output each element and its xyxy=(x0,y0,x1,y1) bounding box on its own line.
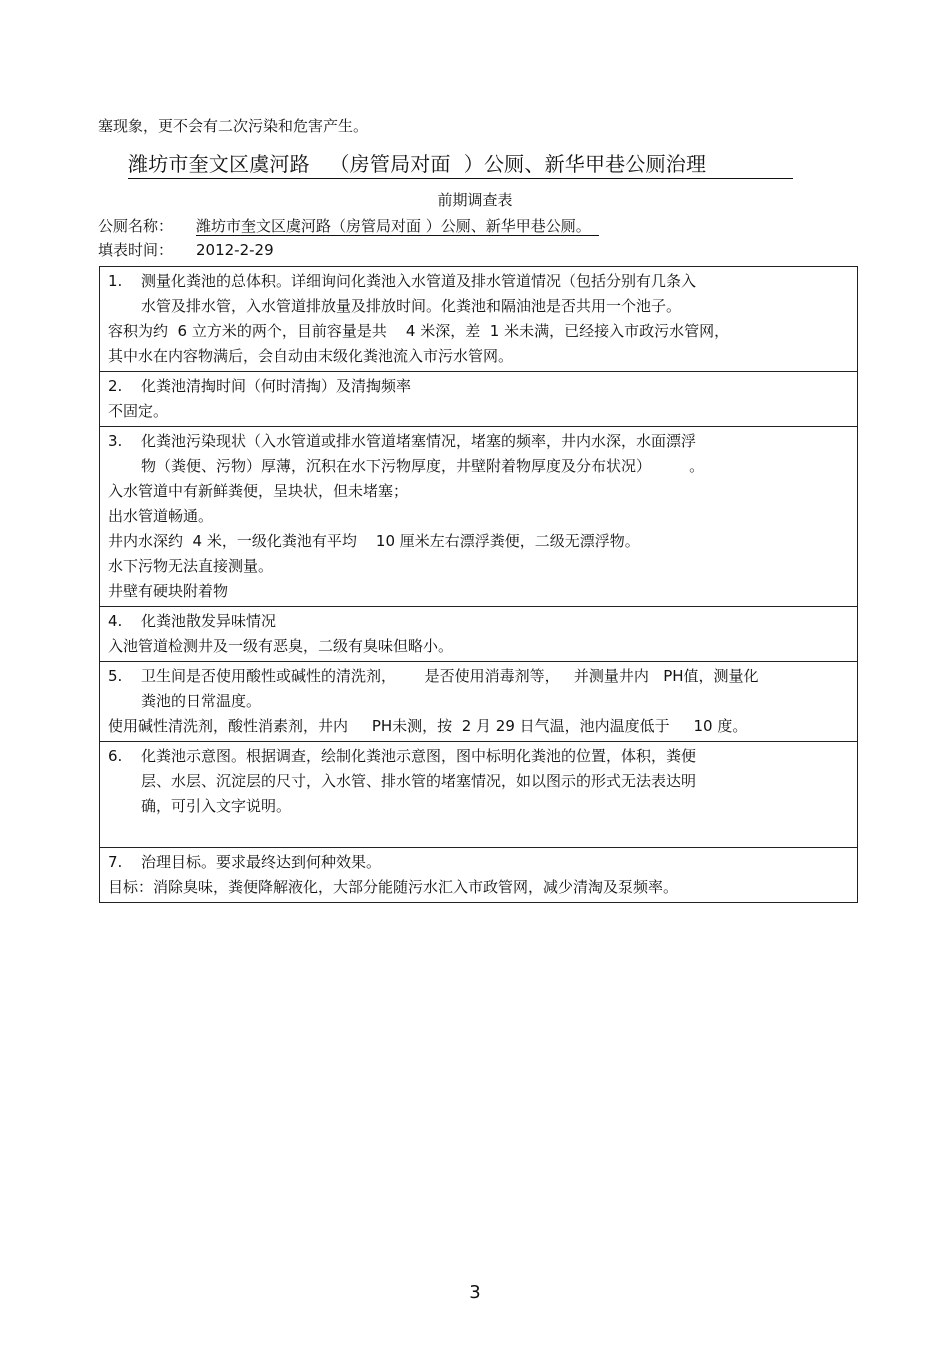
answer-line: 不固定。 xyxy=(108,402,169,420)
survey-cell xyxy=(100,662,858,742)
table-subtitle: 前期调查表 xyxy=(437,191,513,209)
survey-cell xyxy=(100,372,858,427)
page-number: 3 xyxy=(469,1282,481,1303)
question-text: 化粪池示意图。根据调查，绘制化粪池示意图，图中标明化粪池的位置，体积，粪便 xyxy=(141,747,697,765)
toilet-name-value: 潍坊市奎文区虞河路（房管局对面 ）公厕、新华甲巷公厕。 xyxy=(196,217,599,236)
fill-date-row xyxy=(98,240,274,260)
question-line xyxy=(108,374,849,399)
survey-section-7 xyxy=(100,848,858,903)
diagram-blank-area xyxy=(108,819,849,845)
survey-cell xyxy=(100,267,858,372)
survey-section-1 xyxy=(100,267,858,372)
survey-section-6 xyxy=(100,742,858,848)
section-number: 3. xyxy=(108,432,123,450)
answer-line: 容积为约 6 立方米的两个，目前容量是共 4 米深，差 1 米未满，已经接入市政污水管网， xyxy=(108,322,730,340)
section-number: 2. xyxy=(108,377,123,395)
answer-line: 其中水在内容物满后，会自动由末级化粪池流入市污水管网。 xyxy=(108,347,514,365)
continued-paragraph: 塞现象，更不会有二次污染和危害产生。 xyxy=(98,117,369,135)
answer-line: 井壁有硬块附着物 xyxy=(108,582,229,600)
section-number: 6. xyxy=(108,747,123,765)
survey-cell xyxy=(100,742,858,848)
question-text: 测量化粪池的总体积。详细询问化粪池入水管道及排水管道情况（包括分别有几条入 xyxy=(141,272,697,290)
question-line: 物（粪便、污物）厚薄，沉积在水下污物厚度，井壁附着物厚度及分布状况） 。 xyxy=(141,457,705,475)
answer-line: 水下污物无法直接测量。 xyxy=(108,557,274,575)
fill-date-value: 2012-2-29 xyxy=(196,241,274,259)
question-line xyxy=(108,609,849,634)
question-text: 治理目标。要求最终达到何种效果。 xyxy=(141,853,382,871)
section-number: 7. xyxy=(108,853,123,871)
answer-line: 出水管道畅通。 xyxy=(108,507,214,525)
survey-cell xyxy=(100,848,858,903)
answer-line: 井内水深约 4 米，一级化粪池有平均 10 厘米左右漂浮粪便，二级无漂浮物。 xyxy=(108,532,640,550)
toilet-name-row xyxy=(98,216,599,236)
section-number: 5. xyxy=(108,667,123,685)
question-line: 粪池的日常温度。 xyxy=(141,692,262,710)
fill-date-label: 填表时间： xyxy=(98,241,174,259)
question-text: 化粪池散发异味情况 xyxy=(141,612,277,630)
survey-table xyxy=(99,266,858,903)
survey-cell xyxy=(100,427,858,607)
section-number: 4. xyxy=(108,612,123,630)
question-line xyxy=(108,429,849,454)
question-text: 化粪池清掏时间（何时清掏）及清掏频率 xyxy=(141,377,412,395)
survey-section-2 xyxy=(100,372,858,427)
answer-line: 目标：消除臭味，粪便降解液化，大部分能随污水汇入市政管网，减少清淘及泵频率。 xyxy=(108,878,679,896)
question-text: 卫生间是否使用酸性或碱性的清洗剂， 是否使用消毒剂等， 并测量井内 PH值，测量化 xyxy=(141,667,759,685)
question-line: 确，可引入文字说明。 xyxy=(141,797,292,815)
survey-section-4 xyxy=(100,607,858,662)
question-line: 水管及排水管，入水管道排放量及排放时间。化粪池和隔油池是否共用一个池子。 xyxy=(141,297,682,315)
question-text: 化粪池污染现状（入水管道或排水管道堵塞情况，堵塞的频率，井内水深，水面漂浮 xyxy=(141,432,697,450)
answer-line: 入水管道中有新鲜粪便，呈块状，但未堵塞； xyxy=(108,482,409,500)
answer-line: 入池管道检测井及一级有恶臭，二级有臭味但略小。 xyxy=(108,637,454,655)
question-line: 层、水层、沉淀层的尺寸，入水管、排水管的堵塞情况，如以图示的形式无法表达明 xyxy=(141,772,697,790)
survey-section-5 xyxy=(100,662,858,742)
question-line xyxy=(108,269,849,294)
question-line xyxy=(108,744,849,769)
survey-cell xyxy=(100,607,858,662)
document-title: 潍坊市奎文区虞河路 （房管局对面 ）公厕、新华甲巷公厕治理 xyxy=(128,150,793,179)
section-number: 1. xyxy=(108,272,123,290)
question-line xyxy=(108,850,849,875)
survey-section-3 xyxy=(100,427,858,607)
question-line xyxy=(108,664,849,689)
answer-line: 使用碱性清洗剂，酸性消素剂，井内 PH未测，按 2 月 29 日气温，池内温度低于 10 度。 xyxy=(108,717,748,735)
toilet-name-label: 公厕名称： xyxy=(98,217,174,235)
